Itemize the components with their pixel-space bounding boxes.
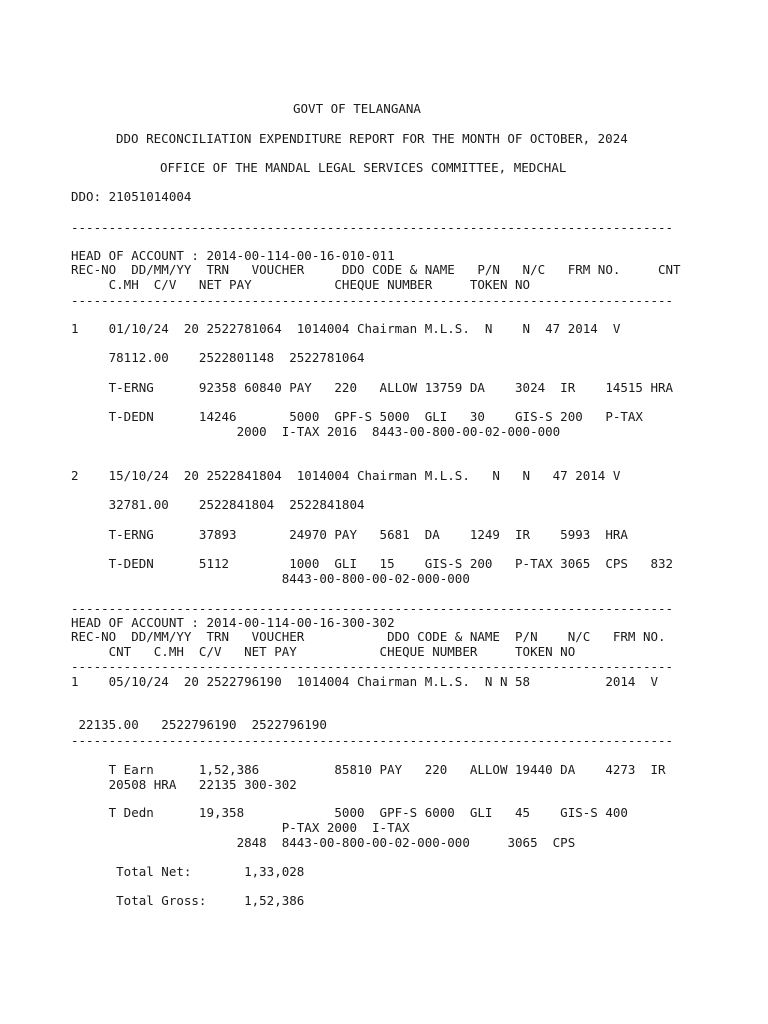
- record-earnings-cont: 20508 HRA 22135 300-302: [71, 777, 297, 792]
- column-header: C.MH C/V NET PAY CHEQUE NUMBER TOKEN NO: [71, 277, 531, 292]
- column-header: CNT C.MH C/V NET PAY CHEQUE NUMBER TOKEN NO: [71, 644, 576, 659]
- divider-rule: --------------------------------------------------------------------------------: [71, 220, 674, 235]
- divider-rule: --------------------------------------------------------------------------------: [71, 659, 674, 674]
- record-earnings: T Earn 1,52,386 85810 PAY 220 ALLOW 19440 DA 4273 IR: [71, 762, 666, 777]
- record-line: 1 05/10/24 20 2522796190 1014004 Chairman M.L.S. N N 58 2014 V: [71, 674, 658, 689]
- govt-heading: GOVT OF TELANGANA: [293, 101, 421, 116]
- column-header: REC-NO DD/MM/YY TRN VOUCHER DDO CODE & NAME P/N N/C FRM NO.: [71, 629, 666, 644]
- ddo-code: DDO: 21051014004: [71, 189, 192, 204]
- record-earnings: T-ERNG 92358 60840 PAY 220 ALLOW 13759 DA 3024 IR 14515 HRA: [71, 380, 674, 395]
- record-earnings: T-ERNG 37893 24970 PAY 5681 DA 1249 IR 5993 HRA: [71, 527, 628, 542]
- divider-rule: --------------------------------------------------------------------------------: [71, 733, 674, 748]
- column-header: REC-NO DD/MM/YY TRN VOUCHER DDO CODE & NAME P/N N/C FRM NO. CNT: [71, 262, 681, 277]
- record-amounts: 78112.00 2522801148 2522781064: [71, 350, 365, 365]
- record-line: 2 15/10/24 20 2522841804 1014004 Chairman M.L.S. N N 47 2014 V: [71, 468, 621, 483]
- divider-rule: --------------------------------------------------------------------------------: [71, 601, 674, 616]
- record-amounts: 32781.00 2522841804 2522841804: [71, 497, 365, 512]
- record-deductions-cont: 8443-00-800-00-02-000-000: [71, 571, 470, 586]
- office-name: OFFICE OF THE MANDAL LEGAL SERVICES COMMITTEE, MEDCHAL: [160, 160, 567, 175]
- total-net: Total Net: 1,33,028: [71, 864, 305, 879]
- report-title: DDO RECONCILIATION EXPENDITURE REPORT FOR THE MONTH OF OCTOBER, 2024: [116, 131, 628, 146]
- record-amounts: 22135.00 2522796190 2522796190: [71, 717, 327, 732]
- head-of-account: HEAD OF ACCOUNT : 2014-00-114-00-16-010-011: [71, 248, 395, 263]
- record-deductions: T Dedn 19,358 5000 GPF-S 6000 GLI 45 GIS-S 400: [71, 805, 628, 820]
- head-of-account: HEAD OF ACCOUNT : 2014-00-114-00-16-300-302: [71, 615, 395, 630]
- divider-rule: --------------------------------------------------------------------------------: [71, 293, 674, 308]
- record-line: 1 01/10/24 20 2522781064 1014004 Chairman M.L.S. N N 47 2014 V: [71, 321, 621, 336]
- record-deductions-cont: 2000 I-TAX 2016 8443-00-800-00-02-000-000: [71, 424, 561, 439]
- record-deductions: T-DEDN 14246 5000 GPF-S 5000 GLI 30 GIS-S 200 P-TAX: [71, 409, 643, 424]
- total-gross: Total Gross: 1,52,386: [71, 893, 305, 908]
- record-deductions-cont: 2848 8443-00-800-00-02-000-000 3065 CPS: [71, 835, 576, 850]
- record-deductions: T-DEDN 5112 1000 GLI 15 GIS-S 200 P-TAX 3065 CPS 832: [71, 556, 674, 571]
- record-deductions-cont: P-TAX 2000 I-TAX: [71, 820, 410, 835]
